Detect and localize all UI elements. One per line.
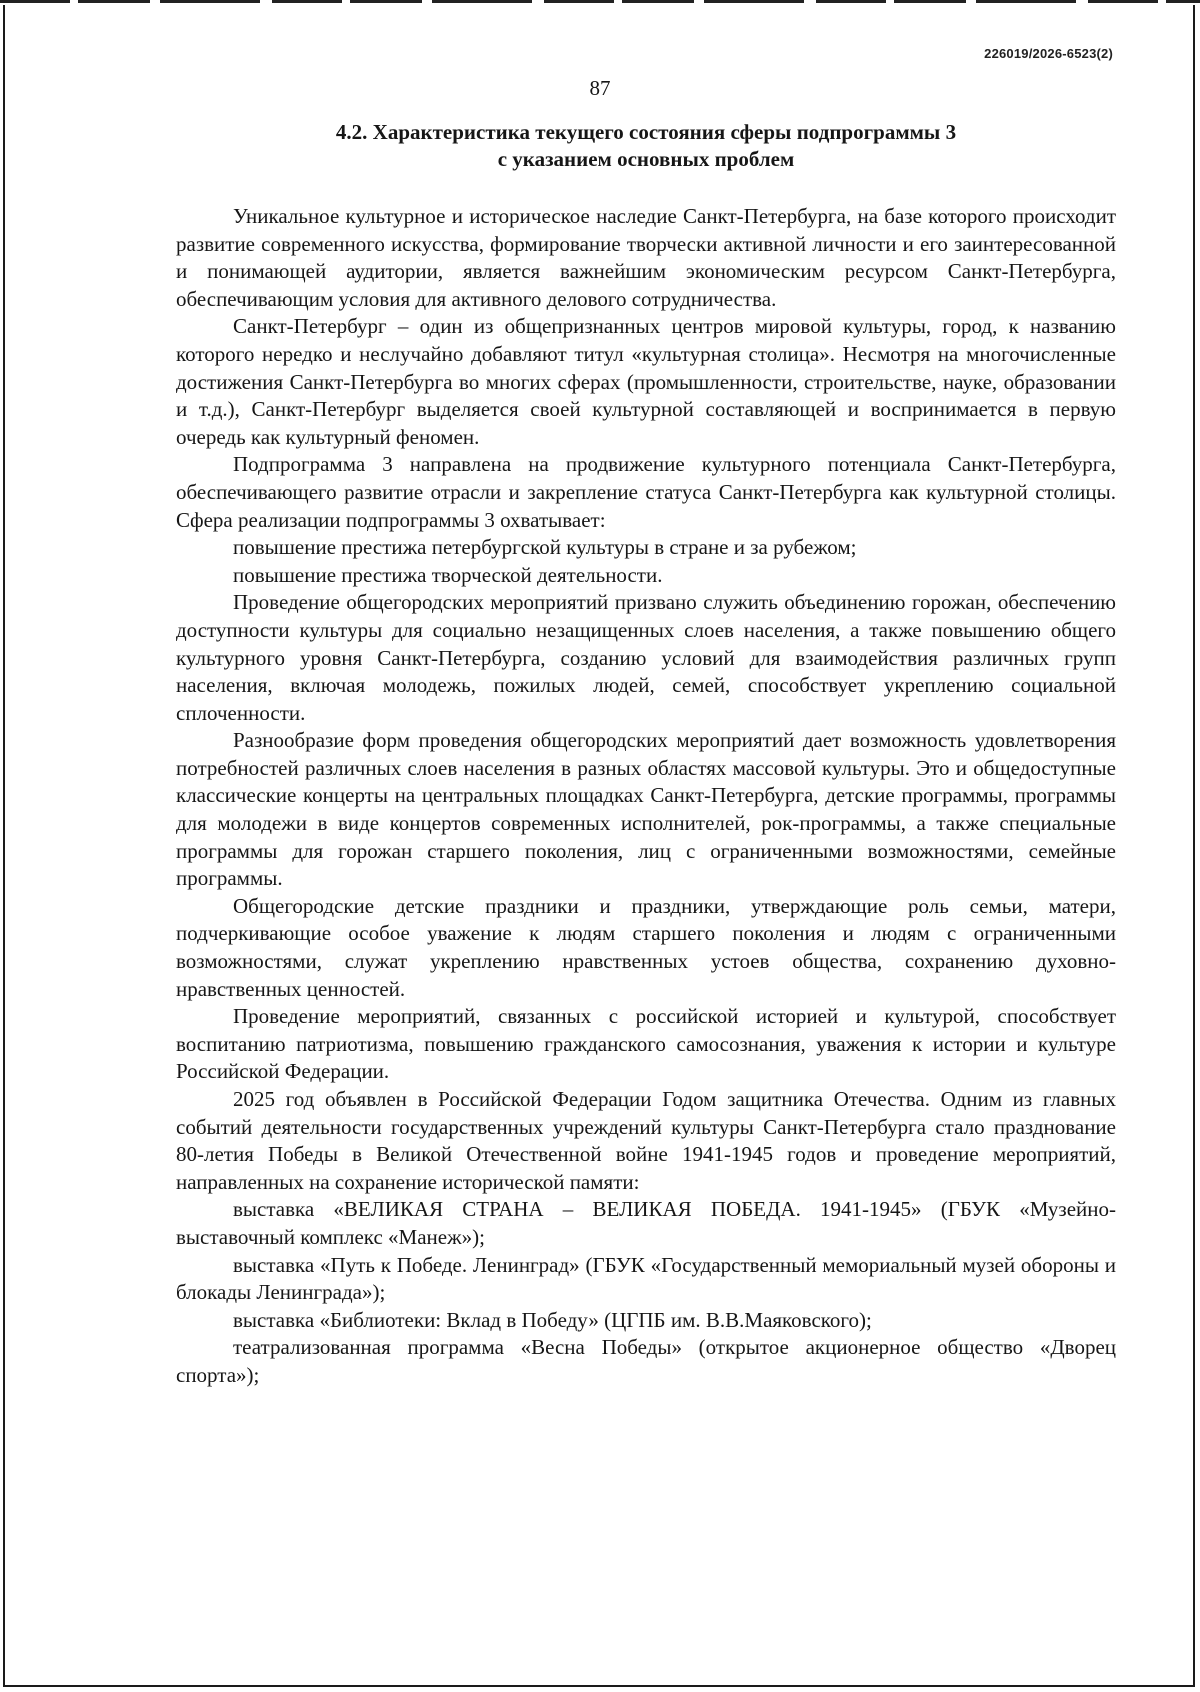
paragraph-subprogram-3: Подпрограмма 3 направлена на продвижение культурного потенциала Санкт-Петербурга, обеспечивающего развитие отрасли и закрепление статуса Санкт-Петербурга как культурной столицы. Сфера реализации подпрограммы 3 охватывает: [176,452,1116,532]
paragraph-event-forms: Разнообразие форм проведения общегородских мероприятий дает возможность удовлетворения потребностей различных слоев населения в разных областях массовой культуры. Это и общедоступные классические концерты на центральных площадках Санкт-Петербурга, детские программы, программы для молодежи в виде концертов современных исполнителей, рок-программы, а также специальные программы для горожан старшего поколения, лиц с ограниченными возможностями, семейные программы. [176,728,1116,891]
paragraph-children-holidays: Общегородские детские праздники и праздники, утверждающие роль семьи, матери, подчеркивающие особое уважение к людям старшего поколения и людям с ограниченными возможностями, служат укреплению нравственных устоев общества, сохранению духовно-нравственных ценностей. [176,893,1116,1001]
section-title-line-2: с указанием основных проблем [497,147,795,171]
scan-top-edge [0,0,1200,3]
list-item-exhibition-leningrad: выставка «Путь к Победе. Ленинград» (ГБУК «Государственный мемориальный музей обороны и блокады Ленинграда»); [176,1252,1116,1305]
list-item-theatre-program: театрализованная программа «Весна Победы» (открытое акционерное общество «Дворец спорта»); [176,1335,1116,1387]
paragraph-city-events: Проведение общегородских мероприятий призвано служить объединению горожан, обеспечению доступности культуры для социально незащищенных слоев населения, а также повышению общего культурного уровня Санкт-Петербурга, созданию условий для взаимодействия различных групп населения, включая молодежь, пожилых людей, семей, способствует укреплению социальной сплоченности. [176,590,1116,725]
paragraph-patriotism: Проведение мероприятий, связанных с российской историей и культурой, способствует воспитанию патриотизма, повышению гражданского самосознания, уважения к истории и культуре Российской Федерации. [176,1004,1116,1084]
list-item-exhibition-manezh: выставка «ВЕЛИКАЯ СТРАНА – ВЕЛИКАЯ ПОБЕДА. 1941-1945» (ГБУК «Музейно-выставочный комплекс «Манеж»); [176,1197,1116,1249]
paragraph-heritage: Уникальное культурное и историческое наследие Санкт-Петербурга, на базе которого происходит развитие современного искусства, формирование творчески активной личности и его заинтересованной и понимающей аудитории, является важнейшим экономическим ресурсом Санкт-Петербурга, обеспечивающим условия для активного делового сотрудничества. [176,204,1116,311]
list-item-prestige-creative: повышение престижа творческой деятельности. [233,562,663,587]
paragraph-cultural-capital: Санкт-Петербург – один из общепризнанных центров мировой культуры, город, к названию которого нередко и неслучайно добавляют титул «культурная столица». Несмотря на многочисленные достижения Санкт-Петербурга во многих сферах (промышленности, строительстве, науке, образовании и т.д.), Санкт-Петербург выделяется своей культурной составляющей и воспринимается в первую очередь как культурный феномен. [176,314,1116,449]
paragraph-year-2025: 2025 год объявлен в Российской Федерации Годом защитника Отечества. Одним из главных событий деятельности государственных учреждений культуры Санкт-Петербурга стало празднование 80-летия Победы в Великой Отечественной войне 1941-1945 годов и проведение мероприятий, направленных на сохранение исторической памяти: [176,1087,1116,1194]
section-title-line-1: 4.2. Характеристика текущего состояния сферы подпрограммы 3 [335,120,957,144]
section-title [176,119,1116,173]
list-item-prestige-culture: повышение престижа петербургской культуры в стране и за рубежом; [233,535,857,560]
list-item-exhibition-libraries: выставка «Библиотеки: Вклад в Победу» (ЦГПБ им. В.В.Маяковского); [233,1307,872,1332]
document-id: 226019/2026-6523(2) [984,46,1113,61]
page-number: 87 [589,76,611,100]
body-text [176,203,1116,1390]
